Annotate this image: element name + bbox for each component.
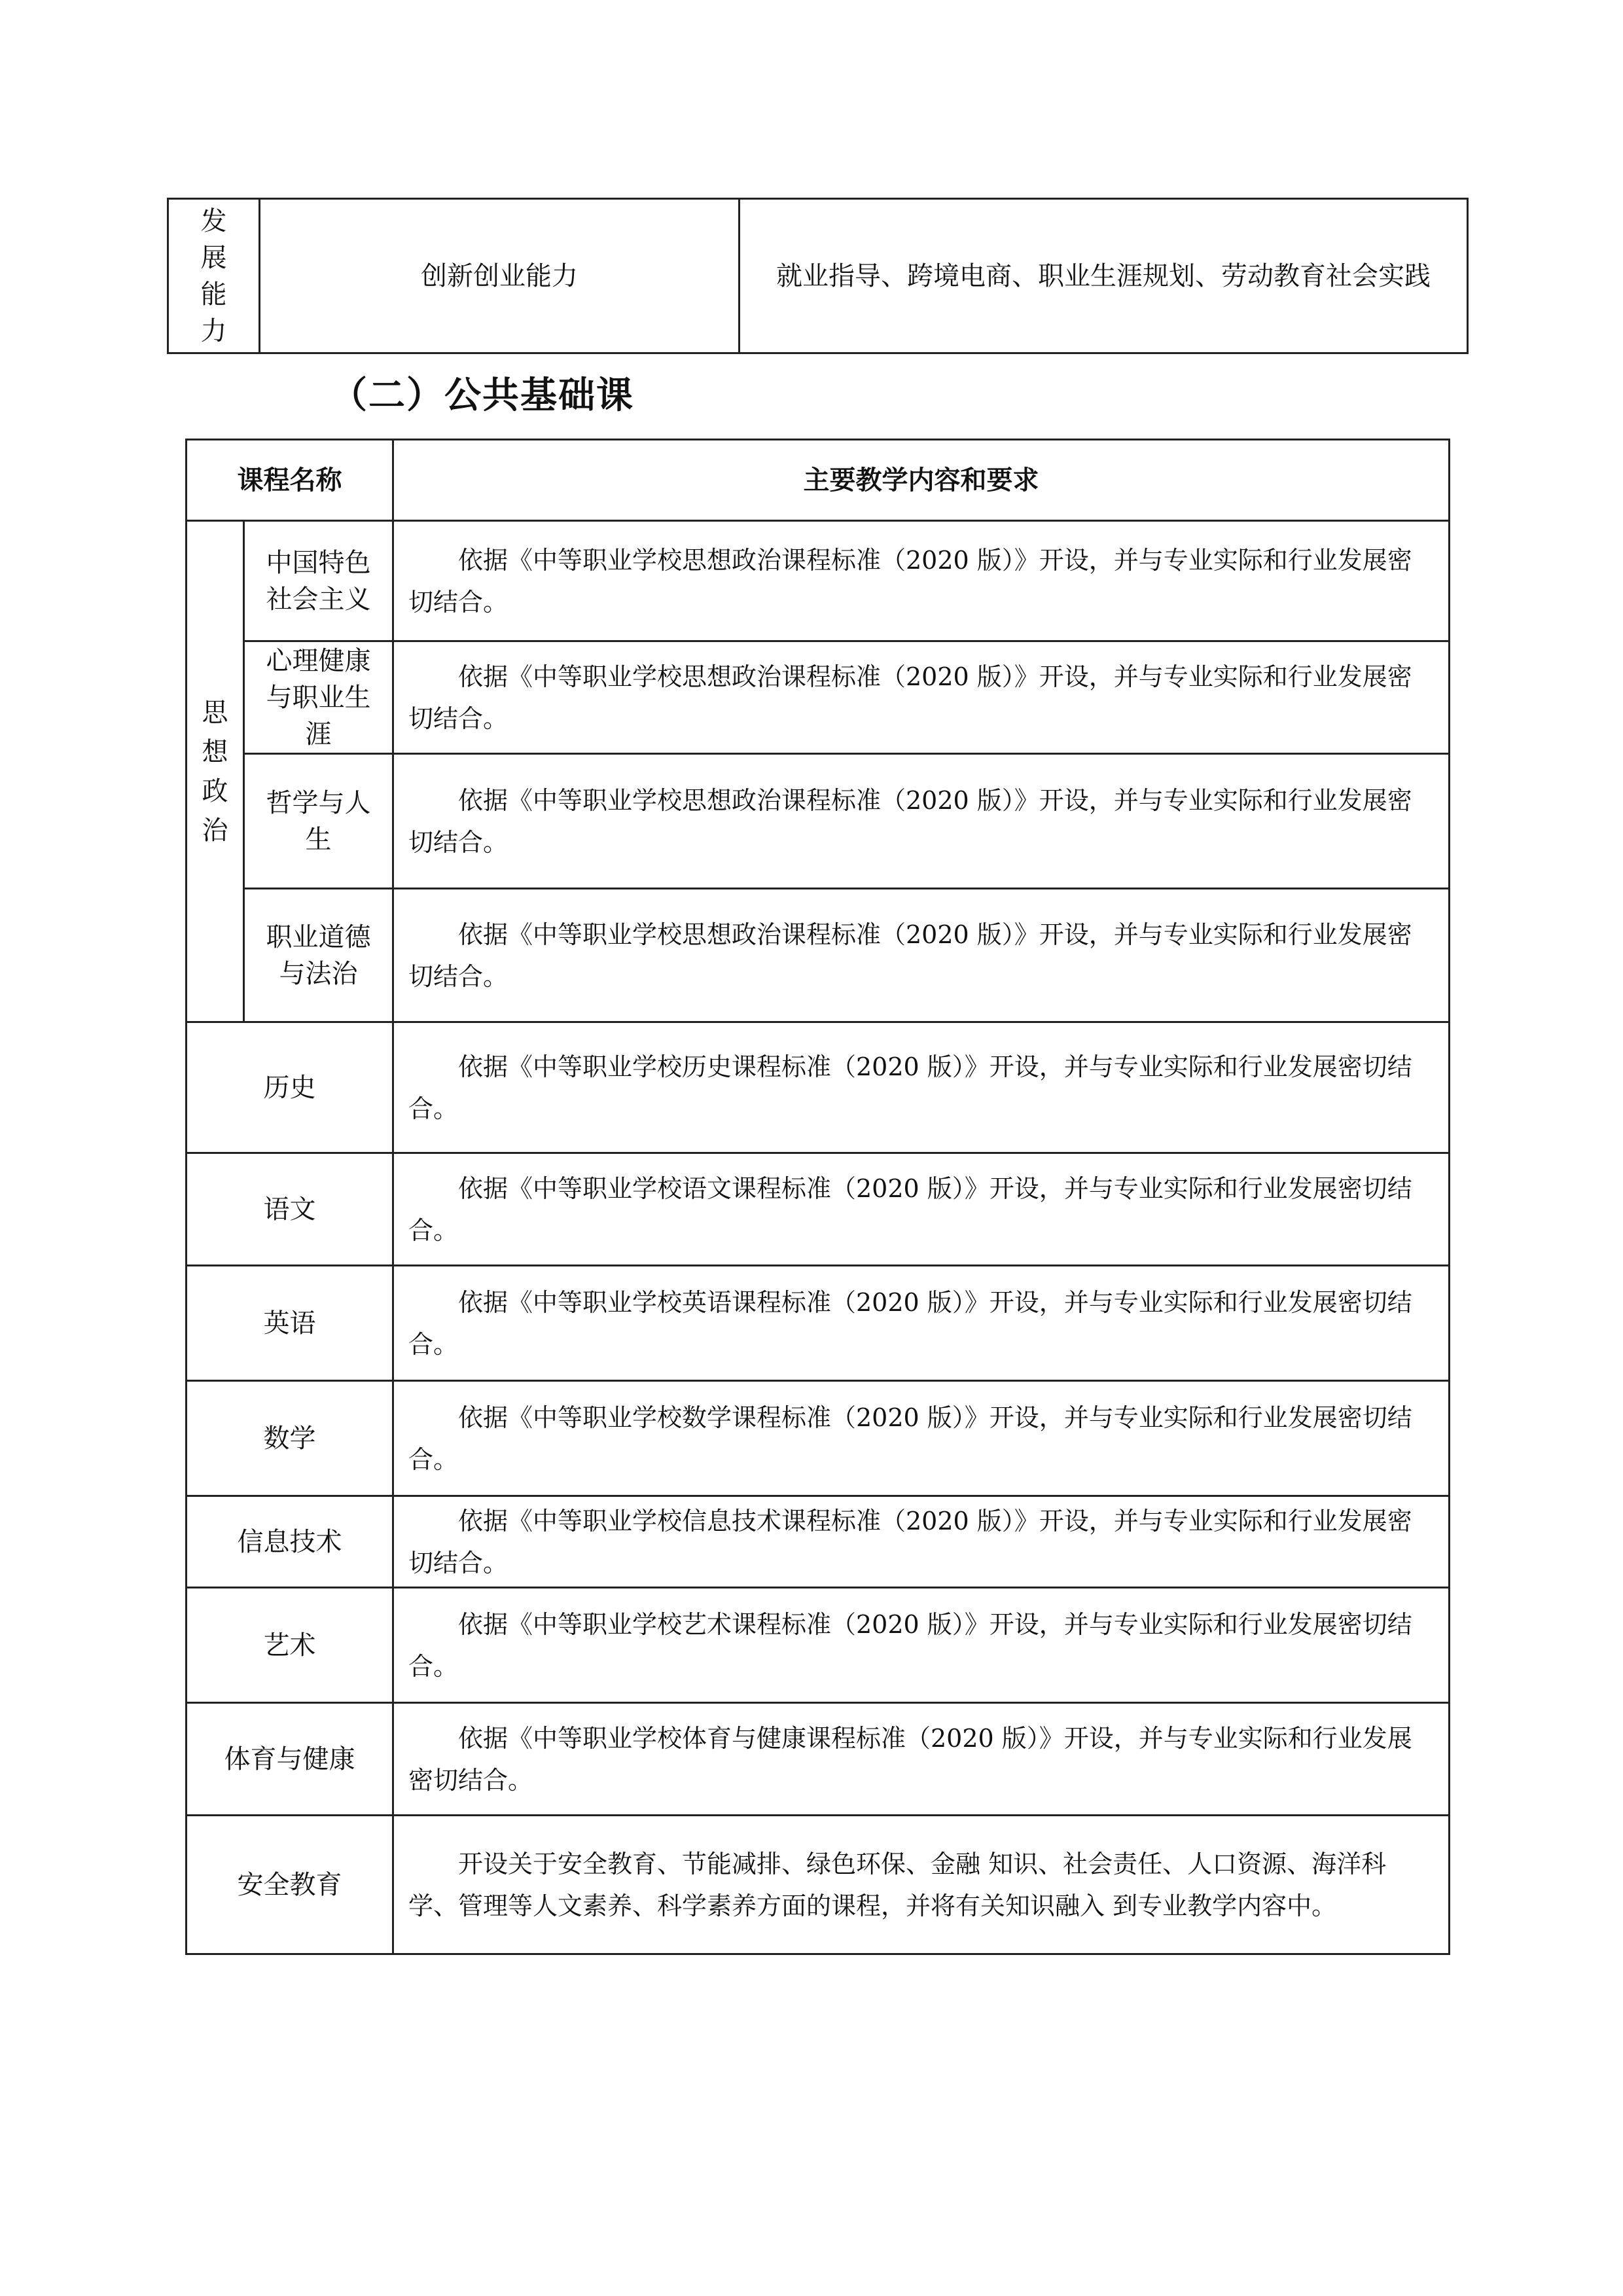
course-name: 语文 [187, 1153, 393, 1266]
course-content: 依据《中等职业学校英语课程标准（2020 版）》开设，并与专业实际和行业发展密切结合。 [408, 1287, 1412, 1359]
course-content-cell [393, 641, 1450, 754]
course-content-cell [393, 1022, 1450, 1153]
course-name: 艺术 [187, 1588, 393, 1703]
course-name: 英语 [187, 1266, 393, 1381]
course-name: 数学 [187, 1381, 393, 1496]
course-content-cell [393, 1381, 1450, 1496]
course-content: 开设关于安全教育、节能减排、绿色环保、金融 知识、社会责任、人口资源、海洋科学、管理等人文素养、科学素养方面的课程，并将有关知识融入 到专业教学内容中。 [408, 1849, 1387, 1920]
table-row [187, 1266, 1450, 1381]
course-content-cell [393, 889, 1450, 1022]
course-content-cell [393, 1496, 1450, 1588]
header-row [187, 440, 1450, 521]
course-name: 哲学与人生 [244, 754, 393, 889]
group-label: 发展能力 [200, 206, 227, 346]
course-name: 中国特色社会主义 [244, 521, 393, 641]
header-course-name: 课程名称 [187, 440, 393, 521]
table-row [187, 1381, 1450, 1496]
course-name: 心理健康与职业生涯 [244, 641, 393, 754]
table-row [187, 754, 1450, 889]
course-content: 依据《中等职业学校思想政治课程标准（2020 版）》开设，并与专业实际和行业发展密切结合。 [408, 545, 1412, 617]
course-content: 依据《中等职业学校体育与健康课程标准（2020 版）》开设，并与专业实际和行业发展密切结合。 [408, 1723, 1412, 1795]
course-content: 依据《中等职业学校艺术课程标准（2020 版）》开设，并与专业实际和行业发展密切结合。 [408, 1609, 1412, 1681]
course-content-cell [393, 1588, 1450, 1703]
course-content: 依据《中等职业学校思想政治课程标准（2020 版）》开设，并与专业实际和行业发展密切结合。 [408, 785, 1412, 857]
ability-cell: 创新创业能力 [260, 199, 740, 353]
course-content: 依据《中等职业学校语文课程标准（2020 版）》开设，并与专业实际和行业发展密切结合。 [408, 1174, 1412, 1245]
table-row [187, 1496, 1450, 1588]
table-row [187, 641, 1450, 754]
politics-group-cell [187, 521, 244, 1022]
table-row [187, 1816, 1450, 1954]
course-content: 依据《中等职业学校思想政治课程标准（2020 版）》开设，并与专业实际和行业发展密切结合。 [408, 920, 1412, 991]
table-row [187, 889, 1450, 1022]
course-content: 依据《中等职业学校数学课程标准（2020 版）》开设，并与专业实际和行业发展密切结合。 [408, 1403, 1412, 1474]
table-row [187, 1703, 1450, 1816]
table-row [187, 1588, 1450, 1703]
course-content-cell [393, 1266, 1450, 1381]
course-name: 职业道德与法治 [244, 889, 393, 1022]
course-content: 依据《中等职业学校历史课程标准（2020 版）》开设，并与专业实际和行业发展密切结合。 [408, 1052, 1412, 1123]
group-label-cell [168, 199, 260, 353]
table-row [187, 1022, 1450, 1153]
course-name: 安全教育 [187, 1816, 393, 1954]
course-name: 体育与健康 [187, 1703, 393, 1816]
course-name: 信息技术 [187, 1496, 393, 1588]
course-content-cell [393, 1703, 1450, 1816]
section-heading: （二）公共基础课 [330, 374, 634, 417]
course-name: 历史 [187, 1022, 393, 1153]
header-content: 主要教学内容和要求 [393, 440, 1450, 521]
table-row [168, 199, 1468, 353]
ability-table [167, 198, 1469, 354]
course-content-cell [393, 1153, 1450, 1266]
table-row [187, 521, 1450, 641]
politics-group-label: 思想政治 [202, 697, 228, 846]
course-content-cell [393, 754, 1450, 889]
table-row [187, 1153, 1450, 1266]
public-course-table [185, 439, 1450, 1955]
course-content-cell [393, 1816, 1450, 1954]
ability-content-cell: 就业指导、跨境电商、职业生涯规划、劳动教育社会实践 [740, 199, 1468, 353]
course-content: 依据《中等职业学校思想政治课程标准（2020 版）》开设，并与专业实际和行业发展密切结合。 [408, 662, 1412, 733]
course-content-cell [393, 521, 1450, 641]
course-content: 依据《中等职业学校信息技术课程标准（2020 版）》开设，并与专业实际和行业发展密切结合。 [408, 1506, 1412, 1577]
